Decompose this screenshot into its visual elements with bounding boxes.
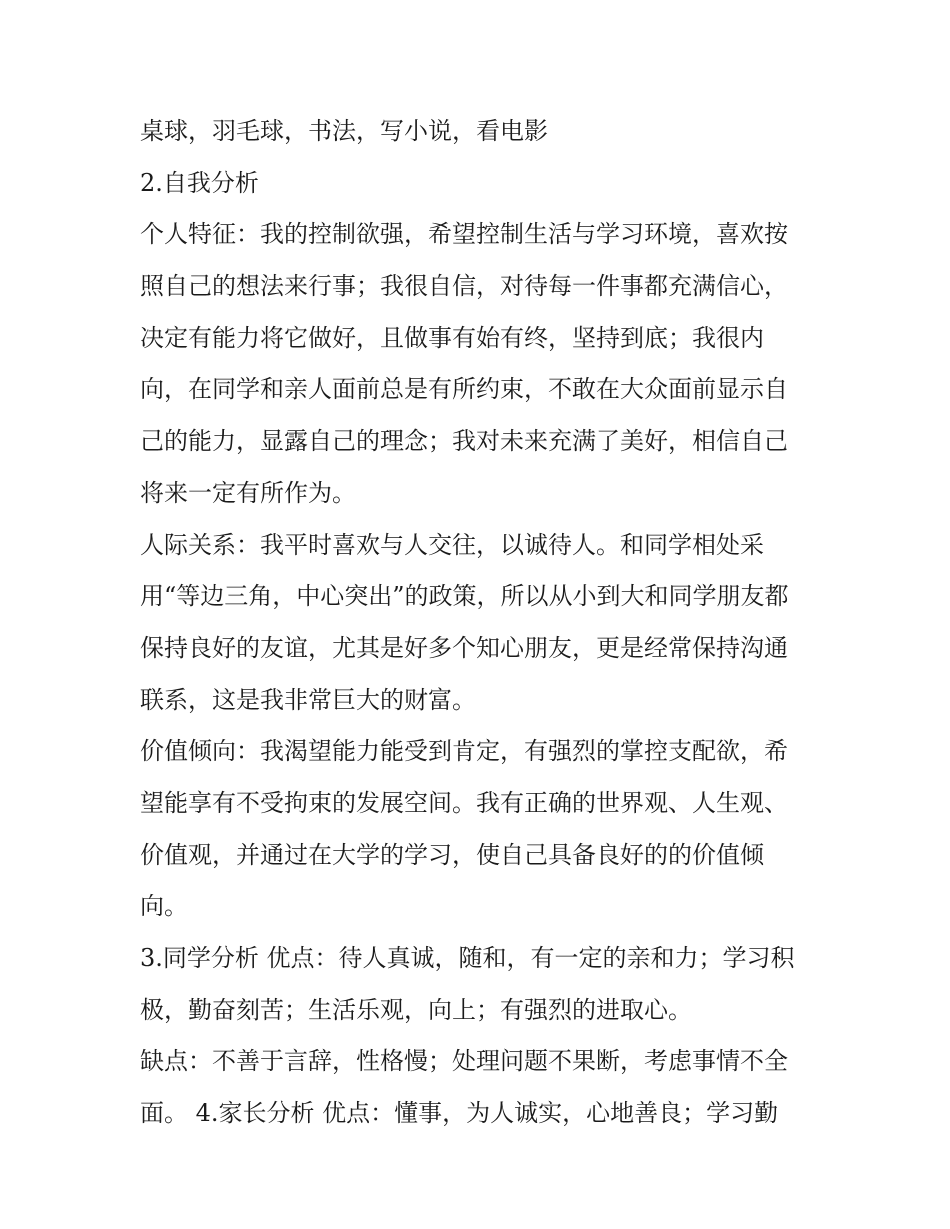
text-line: 人际关系：我平时喜欢与人交往，以诚待人。和同学相处采 xyxy=(140,530,764,559)
text-line: 将来一定有所作为。 xyxy=(140,478,356,507)
text-line: 用“等边三角，中心突出”的政策，所以从小到大和同学朋友都 xyxy=(140,582,789,611)
text-line: 向。 xyxy=(140,892,188,921)
text-line: 价值倾向：我渴望能力能受到肯定，有强烈的掌控支配欲，希 xyxy=(140,737,788,766)
text-line: 极，勤奋刻苦；生活乐观，向上；有强烈的进取心。 xyxy=(140,995,692,1024)
text-line: 己的能力，显露自己的理念；我对未来充满了美好，相信自己 xyxy=(140,427,788,456)
text-line: 联系，这是我非常巨大的财富。 xyxy=(140,685,476,714)
text-line: 3.同学分析 优点：待人真诚，随和，有一定的亲和力；学习积 xyxy=(140,944,795,972)
text-line: 保持良好的友谊，尤其是好多个知心朋友，更是经常保持沟通 xyxy=(140,633,788,662)
text-line: 个人特征：我的控制欲强，希望控制生活与学习环境，喜欢按 xyxy=(140,220,788,249)
text-line: 面。 4.家长分析 优点：懂事，为人诚实，心地善良；学习勤 xyxy=(140,1099,779,1128)
text-line: 桌球，羽毛球，书法，写小说，看电影 xyxy=(140,117,548,145)
text-line: 望能享有不受拘束的发展空间。我有正确的世界观、人生观、 xyxy=(140,788,788,817)
section-heading: 2.自我分析 xyxy=(140,168,259,197)
text-line: 向，在同学和亲人面前总是有所约束，不敢在大众面前显示自 xyxy=(140,375,788,404)
text-line: 价值观，并通过在大学的学习，使自己具备良好的的价值倾 xyxy=(140,840,764,869)
text-line: 照自己的想法来行事；我很自信，对待每一件事都充满信心， xyxy=(140,272,788,301)
text-line: 缺点：不善于言辞，性格慢；处理问题不果断，考虑事情不全 xyxy=(140,1047,788,1076)
document-body xyxy=(140,106,830,1140)
text-line: 决定有能力将它做好，且做事有始有终，坚持到底；我很内 xyxy=(140,323,764,352)
